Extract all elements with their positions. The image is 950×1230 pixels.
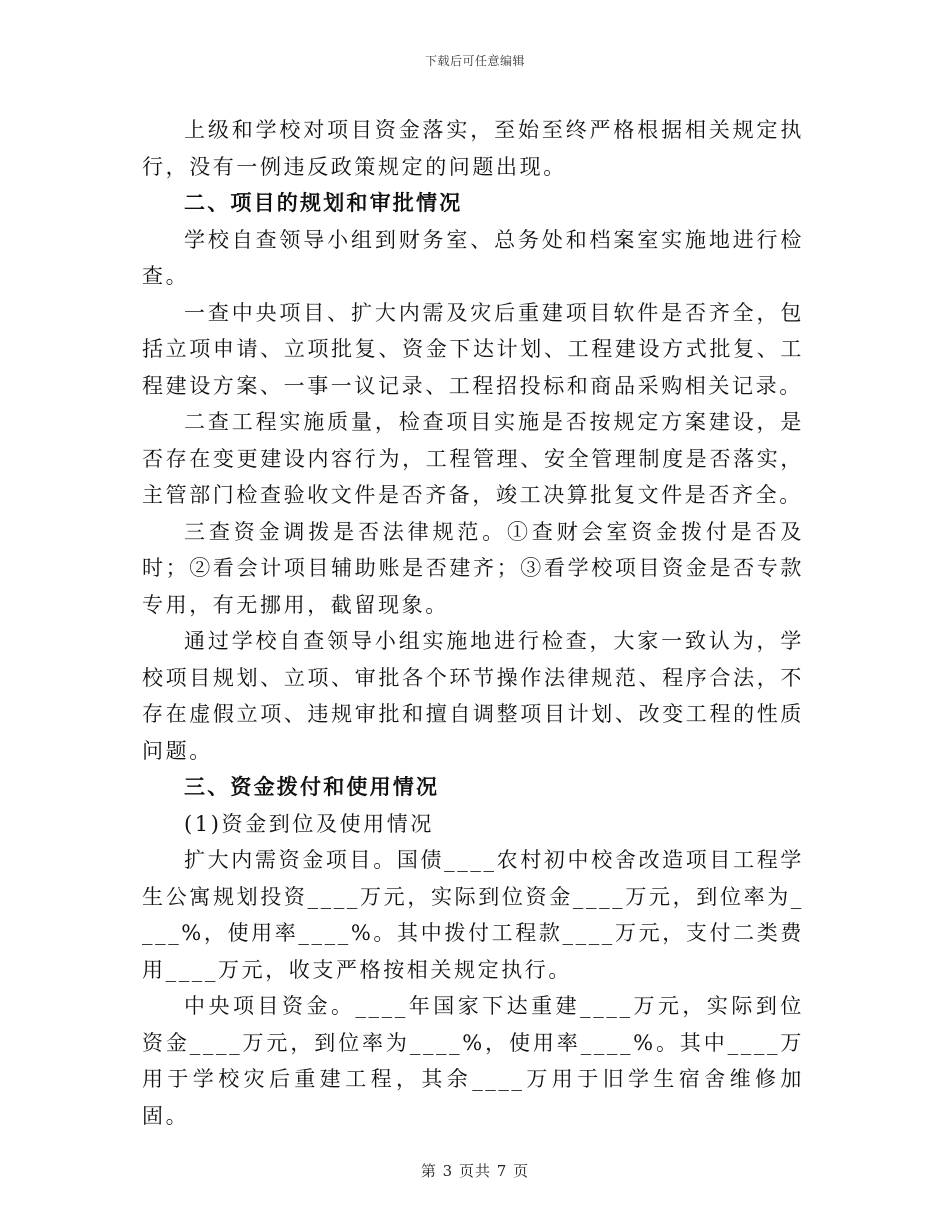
paragraph: 三查资金调拨是否法律规范。①查财会室资金拨付是否及时；②看会计项目辅助账是否建齐；③看学校项目资金是否专款专用，有无挪用，截留现象。 xyxy=(142,519,804,617)
paragraph: 中央项目资金。____年国家下达重建____万元，实际到位资金____万元，到位率为____%，使用率____%。其中____万用于学校灾后重建工程，其余____万用于旧学生宿舍维修加固。 xyxy=(142,994,804,1128)
paragraph: 一查中央项目、扩大内需及灾后重建项目软件是否齐全，包括立项申请、立项批复、资金下达计划、工程建设方式批复、工程建设方案、一事一议记录、工程招投标和商品采购相关记录。 xyxy=(142,300,804,398)
section-heading: 二、项目的规划和审批情况 xyxy=(184,190,463,215)
paragraph: (1)资金到位及使用情况 xyxy=(184,811,434,836)
paragraph: 二查工程实施质量，检查项目实施是否按规定方案建设，是否存在变更建设内容行为，工程管理、安全管理制度是否落实，主管部门检查验收文件是否齐备，竣工决算批复文件是否齐全。 xyxy=(142,410,804,507)
document-body xyxy=(142,112,804,1134)
paragraph: 扩大内需资金项目。国债____农村初中校舍改造项目工程学生公寓规划投资____万元，实际到位资金____万元，到位率为____%，使用率____%。其中拨付工程款____万元，支付二类费用____万元，收支严格按相关规定执行。 xyxy=(142,848,804,982)
paragraph: 通过学校自查领导小组实施地进行检查，大家一致认为，学校项目规划、立项、审批各个环节操作法律规范、程序合法，不存在虚假立项、违规审批和擅自调整项目计划、改变工程的性质问题。 xyxy=(142,629,804,763)
paragraph: 上级和学校对项目资金落实，至始至终严格根据相关规定执行，没有一例违反政策规定的问题出现。 xyxy=(142,118,804,179)
paragraph: 学校自查领导小组到财务室、总务处和档案室实施地进行检查。 xyxy=(142,227,804,288)
page-footer: 第 3 页共 7 页 xyxy=(420,1162,530,1180)
page-header: 下载后可任意编辑 xyxy=(424,54,525,68)
section-heading: 三、资金拨付和使用情况 xyxy=(184,774,440,799)
